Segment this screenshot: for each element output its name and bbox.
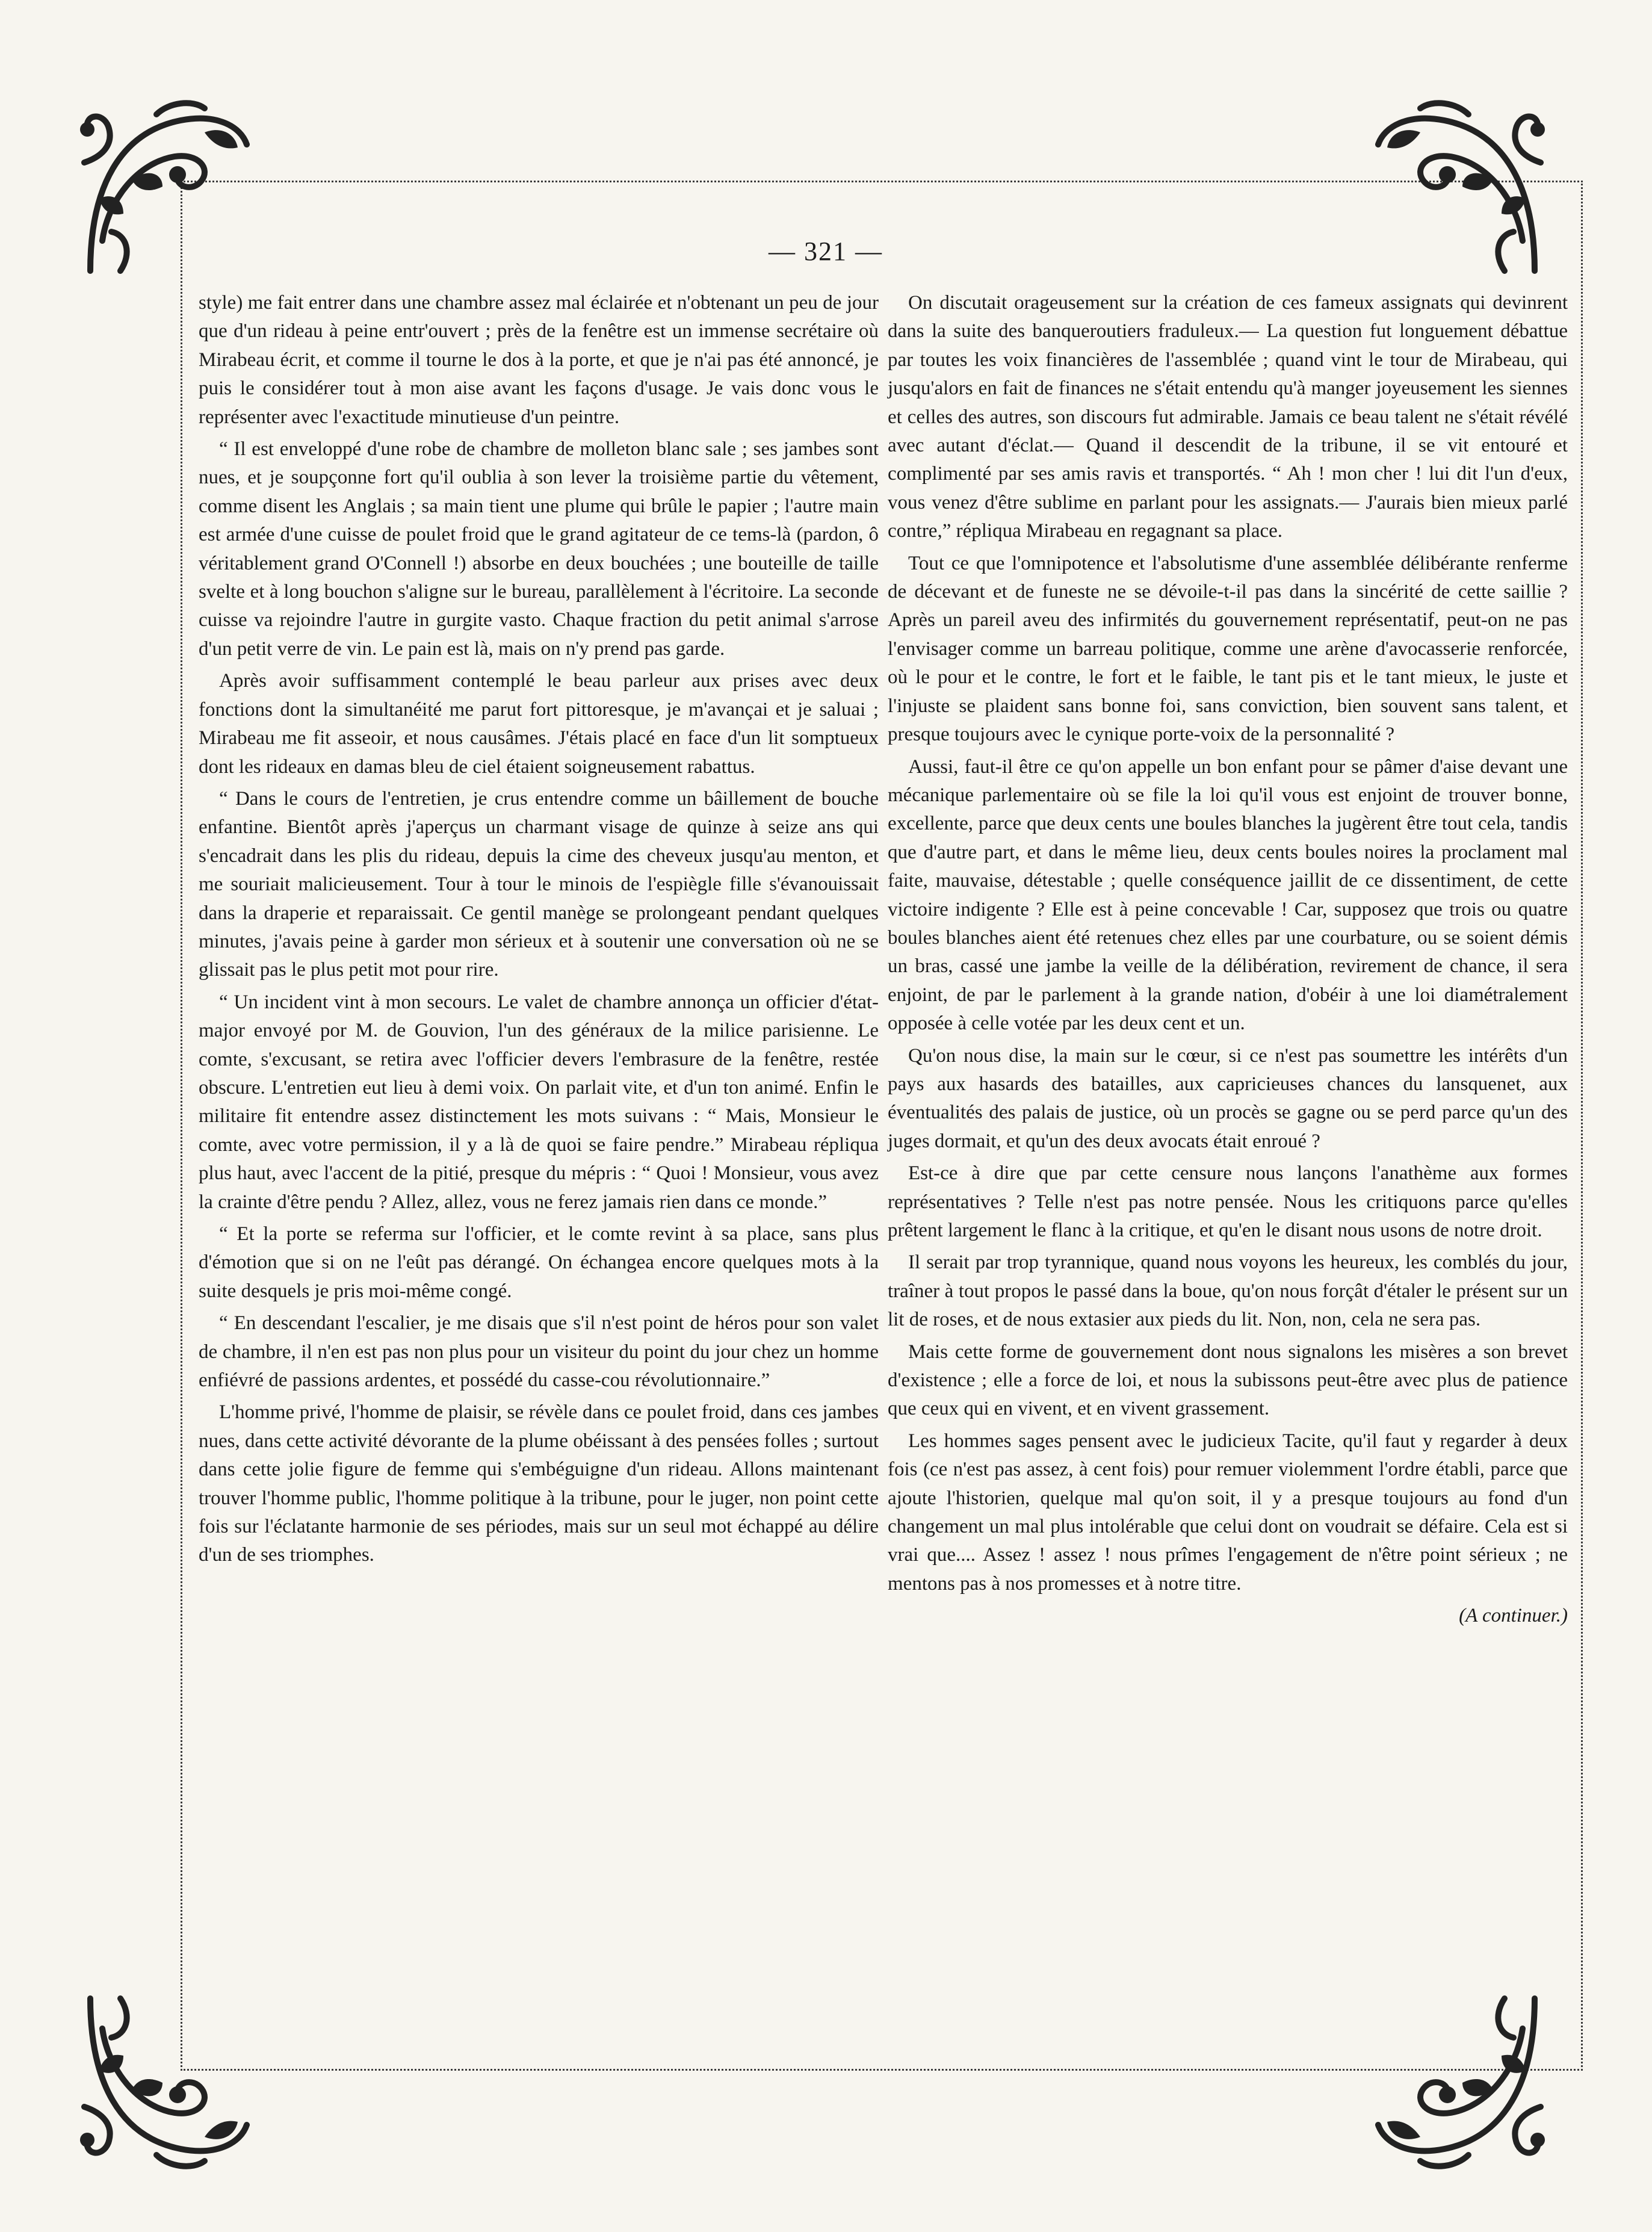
paragraph: Qu'on nous dise, la main sur le cœur, si ce n'est pas soumettre les intérêts d'un pays aux hasards des batailles, aux capricieuses chances du lansquenet, aux éventualités des palais de justice, où un procès se gagne ou se perd parce qu'un des juges dormait, et qu'un des deux avocats était enroué ? [888, 1044, 1568, 1152]
paragraph: Tout ce que l'omnipotence et l'absolutisme d'une assemblée délibérante renferme de décevant et de funeste ne se dévoile-t-il pas dans la sincérité de cette saillie ? Après un pareil aveu des infirmités du gouvernement représentatif, peut-on ne pas l'envisager comme un barreau politique, comme une arène d'avocasserie renforcée, où le pour et le contre, le fort et le faible, le tant pis et le tant mieux, le juste et l'injuste se plaident sans bonne foi, sans conviction, bien souvent sans talent, et presque toujours avec le cynique porte-voix de la personnalité ? [888, 552, 1568, 746]
paragraph: L'homme privé, l'homme de plaisir, se révèle dans ce poulet froid, dans ces jambes nues, dans cette activité dévorante de la plume obéissant à des pensées folles ; surtout dans cette jolie figure de femme qui s'embéguigne d'un rideau. Allons maintenant trouver l'homme public, l'homme politique à la tribune, pour le juger, non point cette fois sur l'éclatante harmonie de ses périodes, mais sur un seul mot échappé au délire d'un de ses triomphes. [199, 1401, 879, 1566]
page-number: — 321 — [769, 237, 883, 266]
paragraph: “ Et la porte se referma sur l'officier, et le comte revint à sa place, sans plus d'émotion que si on ne l'eût pas dérangé. On échangea encore quelques mots à la suite desquels je pris moi-même congé. [199, 1223, 879, 1302]
paragraph: style) me fait entrer dans une chambre assez mal éclairée et n'obtenant un peu de jour que d'un rideau à peine entr'ouvert ; près de la fenêtre est un immense secrétaire où Mirabeau écrit, et comme il tourne le dos à la porte, et que je n'ai pas été annoncé, je puis le considérer tout à mon aise avant les façons d'usage. Je vais donc vous le représenter avec l'exactitude minutieuse d'un peintre. [199, 292, 879, 428]
paragraph: Après avoir suffisamment contemplé le beau parleur aux prises avec deux fonctions dont la simultanéité me parut fort pittoresque, je m'avançai et je saluai ; Mirabeau me fit asseoir, et nous causâmes. J'étais placé en face d'un lit somptueux dont les rideaux en damas bleu de ciel étaient soigneusement rabattus. [199, 670, 879, 778]
ornament-corner-top-left-icon [66, 90, 265, 289]
paragraph: Il serait par trop tyrannique, quand nous voyons les heureux, les comblés du jour, traîner à tout propos le passé dans la boue, qu'on nous forçât d'étaler le présent sur un lit de roses, et de nous extasier aux pieds du lit. Non, non, cela ne sera pas. [888, 1251, 1568, 1331]
left-text-column [199, 289, 879, 1573]
paragraph: Les hommes sages pensent avec le judicieux Tacite, qu'il faut y regarder à deux fois (ce n'est pas assez, à cent fois) pour remuer violemment l'ordre établi, parce que ajoute l'historien, quelque mal qu'on soit, il y a presque toujours au fond d'un changement un mal plus intolérable que celui dont on voudrait se défaire. Cela est si vrai que.... Assez ! assez ! nous prîmes l'engagement de n'être point sérieux ; ne mentons pas à nos promesses et à notre titre. [888, 1430, 1568, 1595]
continued-note: (A continuer.) [1459, 1605, 1568, 1627]
paragraph: “ Il est enveloppé d'une robe de chambre de molleton blanc sale ; ses jambes sont nues, et je soupçonne fort qu'il oublia à son lever la troisième partie du vêtement, comme disent les Anglais ; sa main tient une plume qui brûle le papier ; l'autre main est armée d'une cuisse de poulet froid que le grand agitateur de ce tems-là (pardon, ô véritablement grand O'Connell !) absorbe en deux bouchées ; une bouteille de taille svelte et à long bouchon s'aligne sur le bureau, parallèlement à l'écritoire. La seconde cuisse va rejoindre l'autre in gurgite vasto. Chaque fraction du petit animal s'arrose d'un petit verre de vin. Le pain est là, mais on n'y prend pas garde. [199, 438, 879, 660]
ornament-corner-bottom-left-icon [66, 1980, 265, 2179]
right-text-column [888, 289, 1568, 1634]
ornament-corner-bottom-right-icon [1360, 1980, 1559, 2179]
ornament-corner-top-right-icon [1360, 90, 1559, 289]
paragraph: Est-ce à dire que par cette censure nous lançons l'anathème aux formes représentatives ? Telle n'est pas notre pensée. Nous les critiquons parce qu'elles prêtent largement le flanc à la critique, et qu'en le disant nous usons de notre droit. [888, 1162, 1568, 1241]
paragraph: On discutait orageusement sur la création de ces fameux assignats qui devinrent dans la suite des banqueroutiers fraduleux.— La question fut longuement débattue par toutes les voix financières de l'assemblée ; quand vint le tour de Mirabeau, qui jusqu'alors en fait de finances ne s'était entendu qu'à manger joyeusement les siennes et celles des autres, son discours fut admirable. Jamais ce beau talent ne s'était révélé avec autant d'éclat.— Quand il descendit de la tribune, il se vit entouré et complimenté par ses amis ravis et transportés. “ Ah ! mon cher ! lui dit l'un d'eux, vous venez d'être sublime en parlant pour les assignats.— J'aurais bien mieux parlé contre,” répliqua Mirabeau en regagnant sa place. [888, 292, 1568, 542]
paragraph: Aussi, faut-il être ce qu'on appelle un bon enfant pour se pâmer d'aise devant une mécanique parlementaire où se file la loi qu'il vous est enjoint de trouver bonne, excellente, parce que deux cents une boules blanches la jugèrent être tout cela, tandis que d'autre part, et dans le même lieu, deux cents boules noires la proclament mal faite, mauvaise, détestable ; quelle conséquence jaillit de ce dissentiment, de cette victoire indigente ? Elle est à peine concevable ! Car, supposez que trois ou quatre boules blanches aient été retenues chez elles par une courbature, ou se soient démis un bras, cassé une jambe la veille de la délibération, revirement de chance, il sera enjoint, de par le parlement à la grande nation, d'obéir à une loi diamétralement opposée à celle votée par les deux cent et un. [888, 755, 1568, 1035]
paragraph: “ Un incident vint à mon secours. Le valet de chambre annonça un officier d'état-major envoyé por M. de Gouvion, l'un des généraux de la milice parisienne. Le comte, s'excusant, se retira avec l'officier devers l'embrasure de la fenêtre, restée obscure. L'entretien eut lieu à demi voix. On parlait vite, et d'un ton animé. Enfin le militaire fit entendre assez distinctement les mots suivans : “ Mais, Monsieur le comte, avec votre permission, il y a là de quoi se faire pendre.” Mirabeau répliqua plus haut, avec l'accent de la pitié, presque du mépris : “ Quoi ! Monsieur, vous avez la crainte d'être pendu ? Allez, allez, vous ne ferez jamais rien dans ce monde.” [199, 991, 879, 1213]
paragraph: “ Dans le cours de l'entretien, je crus entendre comme un bâillement de bouche enfantine. Bientôt après j'aperçus un charmant visage de quinze à seize ans qui s'encadrait dans les plis du rideau, depuis la cime des cheveux jusqu'au menton, et me souriait malicieusement. Tour à tour le minois de l'espiègle fille s'évanouissait dans la draperie et reparaissait. Ce gentil manège se prolongeant pendant quelques minutes, j'avais peine à garder mon sérieux et à soutenir une conversation où ne se glissait pas le plus petit mot pour rire. [199, 787, 879, 981]
paragraph: “ En descendant l'escalier, je me disais que s'il n'est point de héros pour son valet de chambre, il n'en est pas non plus pour un visiteur du point du jour chez un homme enfiévré de passions ardentes, et possédé du casse-cou révolutionnaire.” [199, 1312, 879, 1392]
paragraph: Mais cette forme de gouvernement dont nous signalons les misères a son brevet d'existence ; elle a force de loi, et nous la subissons peut-être avec plus de patience que ceux qui en vivent, et en vivent grassement. [888, 1341, 1568, 1420]
